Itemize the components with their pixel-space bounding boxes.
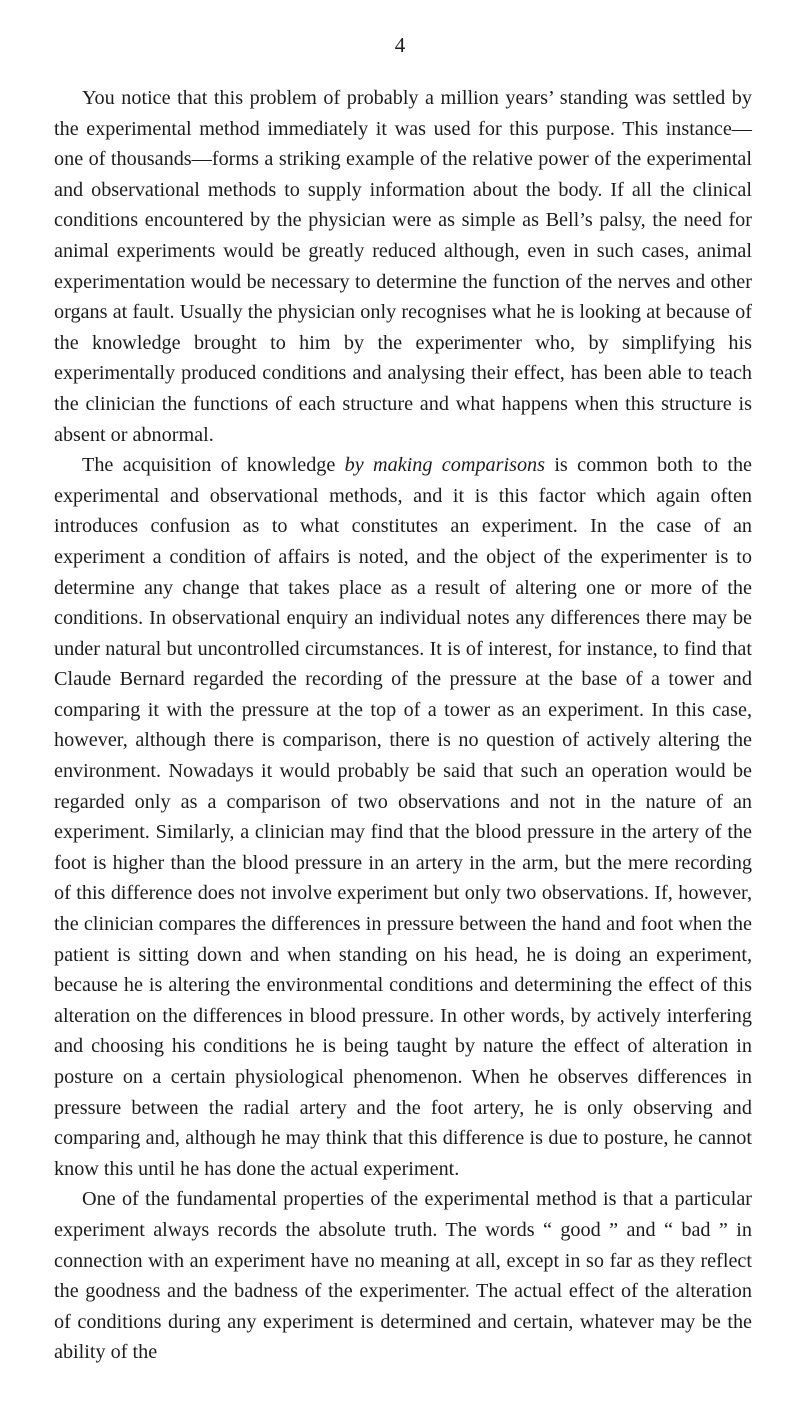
paragraph-2-start: The acquisition of knowledge: [82, 454, 345, 477]
paragraph-2-end: is common both to the experimental and observational methods, and it is this factor which again often introduces confusion as to what constitutes an experiment. In the case of an experiment a condition of affairs is noted, and the object of the experimenter is to determine any change that takes place as a result of altering one or more of the conditions. In observational enquiry an individual notes any differences there may be under natural but uncontrolled circumstances. It is of interest, for instance, to find that Claude Bernard regarded the recording of the pressure at the base of a tower and comparing it with the pressure at the top of a tower as an experiment. In this case, however, although there is comparison, there is no question of actively altering the environment. Nowadays it would probably be said that such an operation would be regarded only as a comparison of two observations and not in the nature of an experiment. Similarly, a clinician may find that the blood pressure in the artery of the foot is higher than the blood pressure in an artery in the arm, but the mere recording of this difference does not involve experiment but only two observations. If, however, the clinician compares the differences in pressure between the hand and foot when the patient is sitting down and when standing on his head, he is doing an experiment, because he is altering the environmental conditions and determining the effect of this alteration on the differences in blood pressure. In other words, by actively interfering and choosing his conditions he is being taught by nature the effect of alteration in posture on a certain physiological phenomenon. When he observes differences in pressure between the radial artery and the foot artery, he is only observing and comparing and, although he may think that this difference is due to posture, he cannot know this until he has done the actual experiment.: [54, 454, 752, 1180]
emphasis-text: by making comparisons: [344, 454, 545, 477]
paragraph-1: You notice that this problem of probably a million years’ standing was settled by the experimental method immediately it was used for this purpose. This instance—one of thousands—forms a striking example of the relative power of the experimental and observational methods to supply information about the body. If all the clinical conditions encountered by the physician were as simple as Bell’s palsy, the need for animal experiments would be greatly reduced although, even in such cases, animal experimentation would be necessary to determine the function of the nerves and other organs at fault. Usually the physician only recognises what he is looking at because of the knowledge brought to him by the experimenter who, by simplifying his experimentally produced conditions and analysing their effect, has been able to teach the clinician the functions of each structure and what happens when this structure is absent or abnormal.: [54, 87, 752, 446]
paragraph-2: [54, 450, 752, 1184]
body-text: [54, 83, 752, 1368]
paragraph-3: One of the fundamental properties of the experimental method is that a particular experiment always records the absolute truth. The words “ good ” and “ bad ” in connection with an experiment have no meaning at all, except in so far as they reflect the goodness and the badness of the experimenter. The actual effect of the alteration of conditions during any experiment is determined and certain, whatever may be the ability of the: [54, 1188, 752, 1364]
page-number: 4: [394, 33, 406, 57]
